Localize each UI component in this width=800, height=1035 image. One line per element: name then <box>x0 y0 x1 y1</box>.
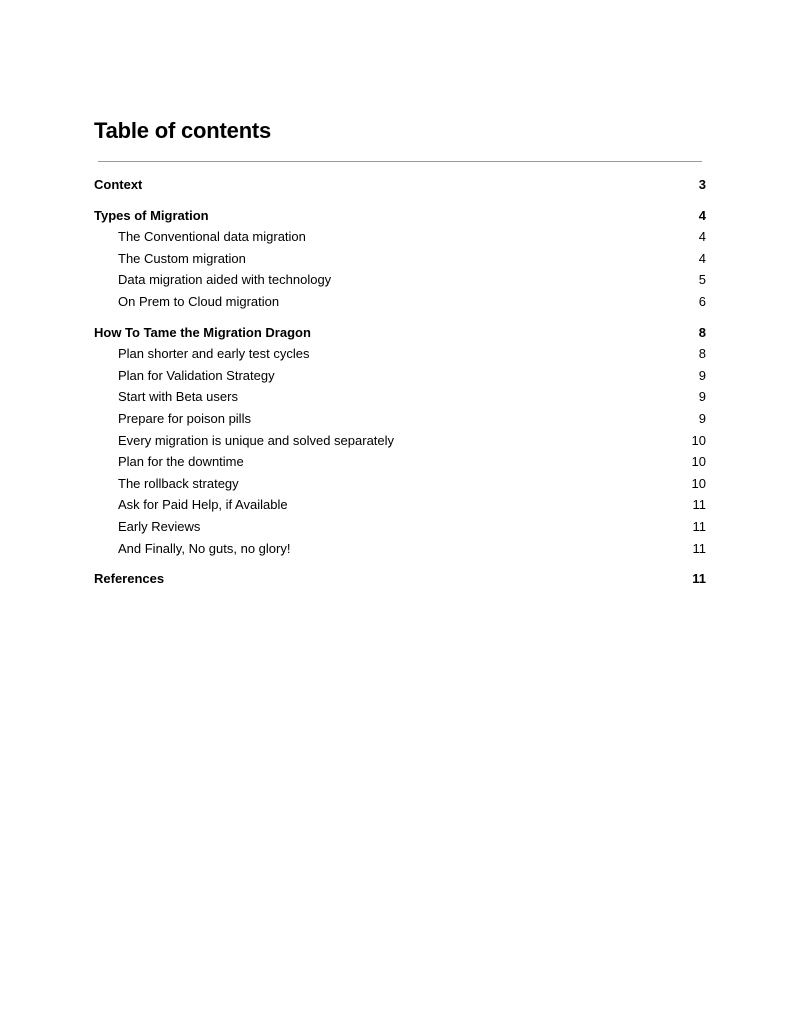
toc-entry-label: And Finally, No guts, no glory! <box>118 540 291 556</box>
toc-subsection-entry[interactable] <box>94 538 706 560</box>
toc-entry-label: Plan for Validation Strategy <box>118 367 275 383</box>
toc-entry-page-number: 11 <box>692 497 706 513</box>
toc-entry-page-number: 5 <box>698 272 706 288</box>
toc-entry-page-number: 4 <box>698 229 706 245</box>
toc-subsection-entry[interactable] <box>94 269 706 291</box>
toc-entry-label: Plan for the downtime <box>118 454 244 470</box>
toc-entry-page-number: 9 <box>698 410 706 426</box>
toc-entry-label: The Custom migration <box>118 250 246 266</box>
toc-entry-label: References <box>94 571 165 587</box>
toc-entry-label: Every migration is unique and solved separately <box>118 432 395 448</box>
toc-entry-page-number: 4 <box>698 250 706 266</box>
toc-subsection-entry[interactable] <box>94 451 706 473</box>
toc-subsection-entry[interactable] <box>94 516 706 538</box>
toc-entry-page-number: 10 <box>691 454 706 470</box>
toc-subsection-entry[interactable] <box>94 494 706 516</box>
toc-entry-label: Types of Migration <box>94 207 209 223</box>
toc-section-entry[interactable] <box>94 174 706 196</box>
toc-entry-label: How To Tame the Migration Dragon <box>94 324 311 340</box>
toc-entry-label: The rollback strategy <box>118 475 239 491</box>
toc-subsection-entry[interactable] <box>94 430 706 452</box>
toc-subsection-entry[interactable] <box>94 386 706 408</box>
toc-entry-page-number: 10 <box>691 432 706 448</box>
toc-entry-label: Data migration aided with technology <box>118 272 332 288</box>
toc-entry-label: Context <box>94 177 143 192</box>
toc-entry-page-number: 8 <box>698 324 706 340</box>
toc-entry-page-number: 4 <box>698 207 706 223</box>
toc-list <box>94 174 706 590</box>
toc-entry-page-number: 8 <box>698 346 706 362</box>
toc-divider <box>98 161 702 162</box>
toc-entry-page-number: 11 <box>692 540 706 556</box>
toc-entry-label: Early Reviews <box>118 518 201 534</box>
toc-section-entry[interactable] <box>94 568 706 590</box>
toc-subsection-entry[interactable] <box>94 291 706 313</box>
toc-entry-label: Prepare for poison pills <box>118 410 251 426</box>
toc-entry-label: On Prem to Cloud migration <box>118 293 280 309</box>
toc-entry-label: The Conventional data migration <box>118 229 306 245</box>
toc-section-entry[interactable] <box>94 205 706 227</box>
toc-entry-page-number: 11 <box>692 518 706 534</box>
toc-subsection-entry[interactable] <box>94 226 706 248</box>
toc-entry-page-number: 9 <box>698 389 706 405</box>
toc-entry-page-number: 9 <box>698 367 706 383</box>
toc-subsection-entry[interactable] <box>94 473 706 495</box>
toc-section-entry[interactable] <box>94 322 706 344</box>
toc-entry-label: Start with Beta users <box>118 389 238 405</box>
toc-subsection-entry[interactable] <box>94 365 706 387</box>
toc-entry-label: Ask for Paid Help, if Available <box>118 497 288 513</box>
toc-subsection-entry[interactable] <box>94 248 706 270</box>
toc-title: Table of contents <box>94 118 272 143</box>
toc-subsection-entry[interactable] <box>94 343 706 365</box>
toc-entry-page-number: 6 <box>698 293 706 309</box>
toc-entry-page-number: 11 <box>692 571 706 587</box>
toc-entry-page-number: 3 <box>698 177 706 192</box>
toc-entry-label: Plan shorter and early test cycles <box>118 346 310 362</box>
toc-subsection-entry[interactable] <box>94 408 706 430</box>
toc-entry-page-number: 10 <box>691 475 706 491</box>
